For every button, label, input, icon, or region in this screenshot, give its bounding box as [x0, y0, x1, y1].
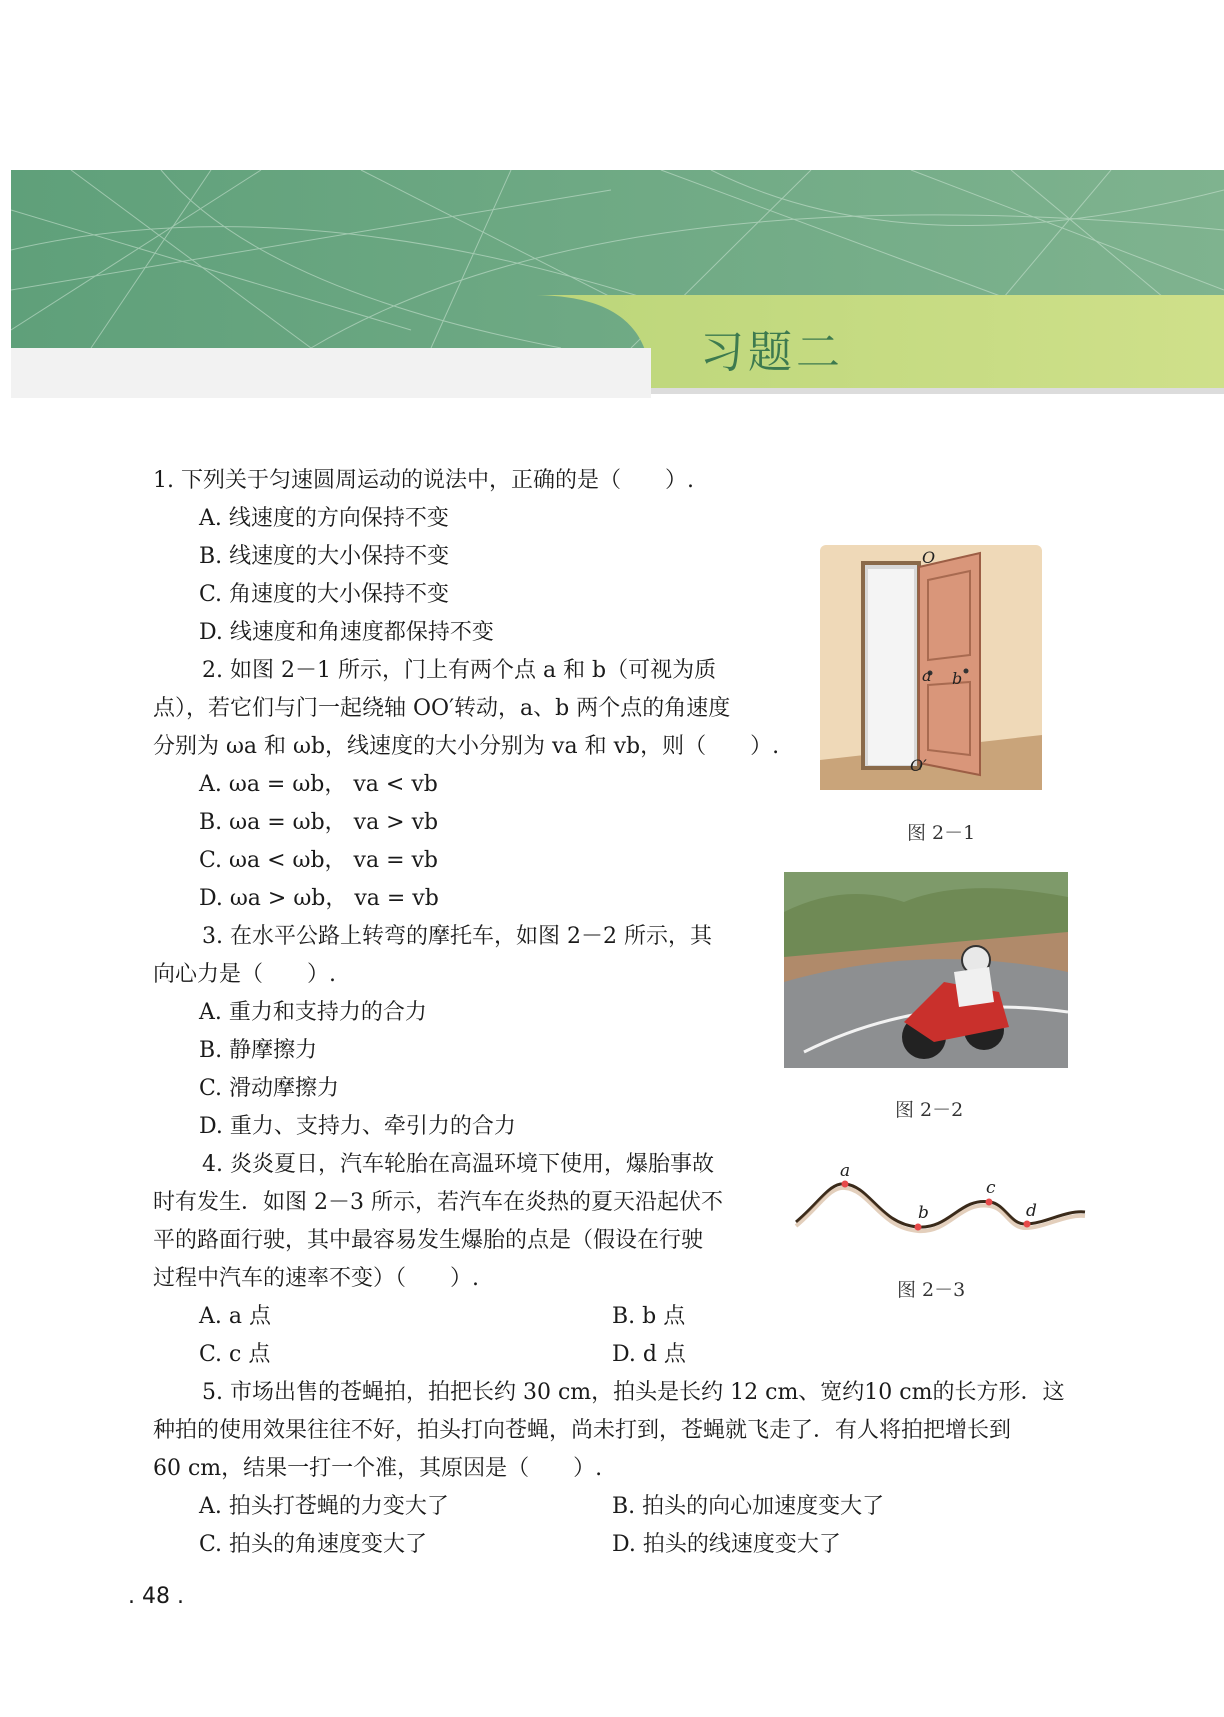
question-5-option-c: C. 拍头的角速度变大了 [199, 1532, 428, 1557]
curve-label-d: d [1026, 1201, 1037, 1221]
question-2-option-b: B. ωa = ωb， va > vb [199, 810, 439, 835]
figure-3-caption: 图 2－3 [897, 1279, 966, 1301]
figure-2-caption: 图 2－2 [895, 1099, 964, 1121]
question-1-stem: 1. 下列关于匀速圆周运动的说法中，正确的是（ ）. [153, 468, 694, 493]
header-banner [11, 170, 1224, 410]
question-4-stem-line-3: 平的路面行驶，其中最容易发生爆胎的点是（假设在行驶 [153, 1228, 704, 1253]
question-4-stem-line-4: 过程中汽车的速率不变）（ ）. [153, 1266, 479, 1291]
question-4-option-d: D. d 点 [612, 1342, 686, 1367]
question-2-stem-line-3: 分别为 ωa 和 ωb，线速度的大小分别为 va 和 vb，则（ ）. [153, 734, 780, 759]
question-5-stem-line-3: 60 cm，结果一打一个准，其原因是（ ）. [153, 1456, 603, 1481]
door-label-o: O [922, 548, 936, 567]
curve-label-a: a [840, 1162, 851, 1181]
figure-motorcycle [784, 872, 1068, 1068]
question-3-option-c: C. 滑动摩擦力 [199, 1076, 340, 1101]
door-label-b: b [952, 669, 963, 688]
question-5-option-b: B. 拍头的向心加速度变大了 [612, 1494, 885, 1519]
question-5-option-d: D. 拍头的线速度变大了 [612, 1532, 841, 1557]
question-4-stem-line-1: 4. 炎炎夏日，汽车轮胎在高温环境下使用，爆胎事故 [202, 1152, 714, 1177]
figure-1-caption: 图 2－1 [907, 822, 976, 844]
question-5-stem-line-2: 种拍的使用效果往往不好，拍头打向苍蝇，尚未打到，苍蝇就飞走了．有人将拍把增长到 [153, 1418, 1012, 1443]
question-1-option-d: D. 线速度和角速度都保持不变 [199, 620, 494, 645]
question-3-option-b: B. 静摩擦力 [199, 1038, 318, 1063]
question-4-option-c: C. c 点 [199, 1342, 271, 1367]
question-3-stem-line-1: 3. 在水平公路上转弯的摩托车，如图 2－2 所示，其 [202, 924, 712, 949]
door-label-o-prime: O′ [910, 756, 927, 775]
question-3-stem-line-2: 向心力是（ ）. [153, 962, 336, 987]
question-4-option-a: A. a 点 [199, 1304, 271, 1329]
question-5-option-a: A. 拍头打苍蝇的力变大了 [199, 1494, 449, 1519]
question-4-option-b: B. b 点 [612, 1304, 686, 1329]
question-2-option-a: A. ωa = ωb， va < vb [199, 772, 438, 797]
question-1-option-b: B. 线速度的大小保持不变 [199, 544, 450, 569]
curve-label-b: b [918, 1203, 929, 1223]
question-3-option-a: A. 重力和支持力的合力 [199, 1000, 427, 1025]
curve-label-c: c [986, 1178, 996, 1198]
question-2-stem-line-1: 2. 如图 2－1 所示，门上有两个点 a 和 b（可视为质 [202, 658, 717, 683]
page-number: . 48 . [128, 1584, 184, 1609]
question-5-stem-line-1: 5. 市场出售的苍蝇拍，拍把长约 30 cm，拍头是长约 12 cm、宽约10 cm的长方形．这 [202, 1380, 1065, 1405]
question-2-option-d: D. ωa > ωb， va = vb [199, 886, 439, 911]
question-2-option-c: C. ωa < ωb， va = vb [199, 848, 439, 873]
question-4-stem-line-2: 时有发生．如图 2－3 所示，若汽车在炎热的夏天沿起伏不 [153, 1190, 723, 1215]
question-1-option-c: C. 角速度的大小保持不变 [199, 582, 450, 607]
figure-door [820, 545, 1042, 790]
door-label-a: a [922, 666, 932, 685]
figure-road-curve [790, 1162, 1090, 1242]
question-2-stem-line-2: 点），若它们与门一起绕轴 OO′转动，a、b 两个点的角速度 [153, 696, 731, 721]
question-3-option-d: D. 重力、支持力、牵引力的合力 [199, 1114, 516, 1139]
question-1-option-a: A. 线速度的方向保持不变 [199, 506, 449, 531]
page-title: 习题二 [700, 327, 844, 378]
